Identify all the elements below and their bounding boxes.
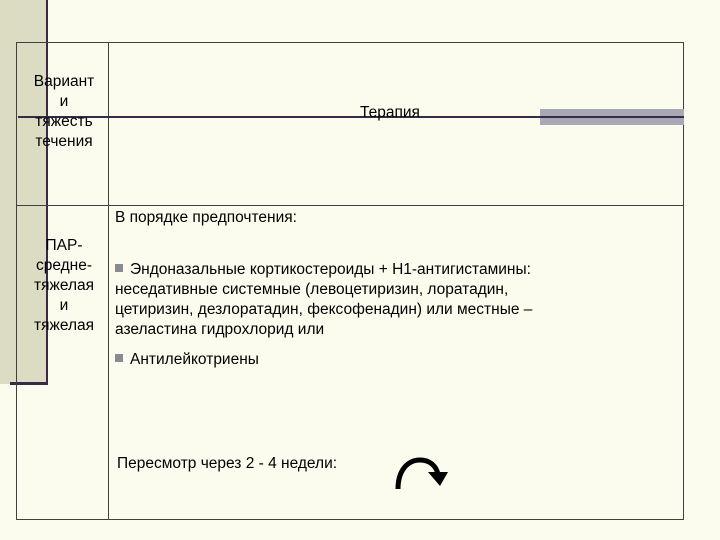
header-variant-line: Вариант: [33, 73, 95, 90]
row-variant-line: ПАР-: [45, 237, 83, 254]
row-variant-cell: [20, 236, 108, 336]
curved-arrow-icon: [394, 456, 450, 490]
therapy-line: Эндоназальные кортикостероиды + Н1-антигистамины:: [130, 261, 531, 278]
header-therapy-cell: Терапия: [360, 104, 420, 121]
row-variant-line: тяжелая: [33, 317, 95, 334]
therapy-line: азеластина гидрохлорид или: [115, 321, 325, 338]
row-variant-line: средне-: [35, 257, 93, 274]
header-variant-line: и: [59, 93, 69, 110]
table-column-divider: [108, 42, 109, 520]
bullet-square-icon: [115, 354, 123, 362]
therapy-line: цетиризин, дезлоратадин, фексофенадин) или местные –: [115, 301, 533, 318]
bullet-square-icon: [115, 264, 123, 272]
row-variant-line: тяжелая: [33, 277, 95, 294]
therapy-bullet-2: [115, 350, 259, 370]
preference-heading: В порядке предпочтения:: [115, 209, 297, 226]
therapy-bullet-1: [115, 260, 532, 340]
therapy-line: Антилейкотриены: [130, 351, 259, 368]
header-variant-cell: [20, 72, 108, 152]
row-variant-line: и: [59, 297, 69, 314]
header-variant-line: течения: [35, 133, 93, 150]
therapy-line: неседативные системные (левоцетиризин, лоратадин,: [115, 281, 509, 298]
table-row-divider: [16, 205, 684, 206]
header-variant-line: тяжесть: [35, 113, 93, 130]
review-text: Пересмотр через 2 - 4 недели:: [117, 455, 338, 472]
